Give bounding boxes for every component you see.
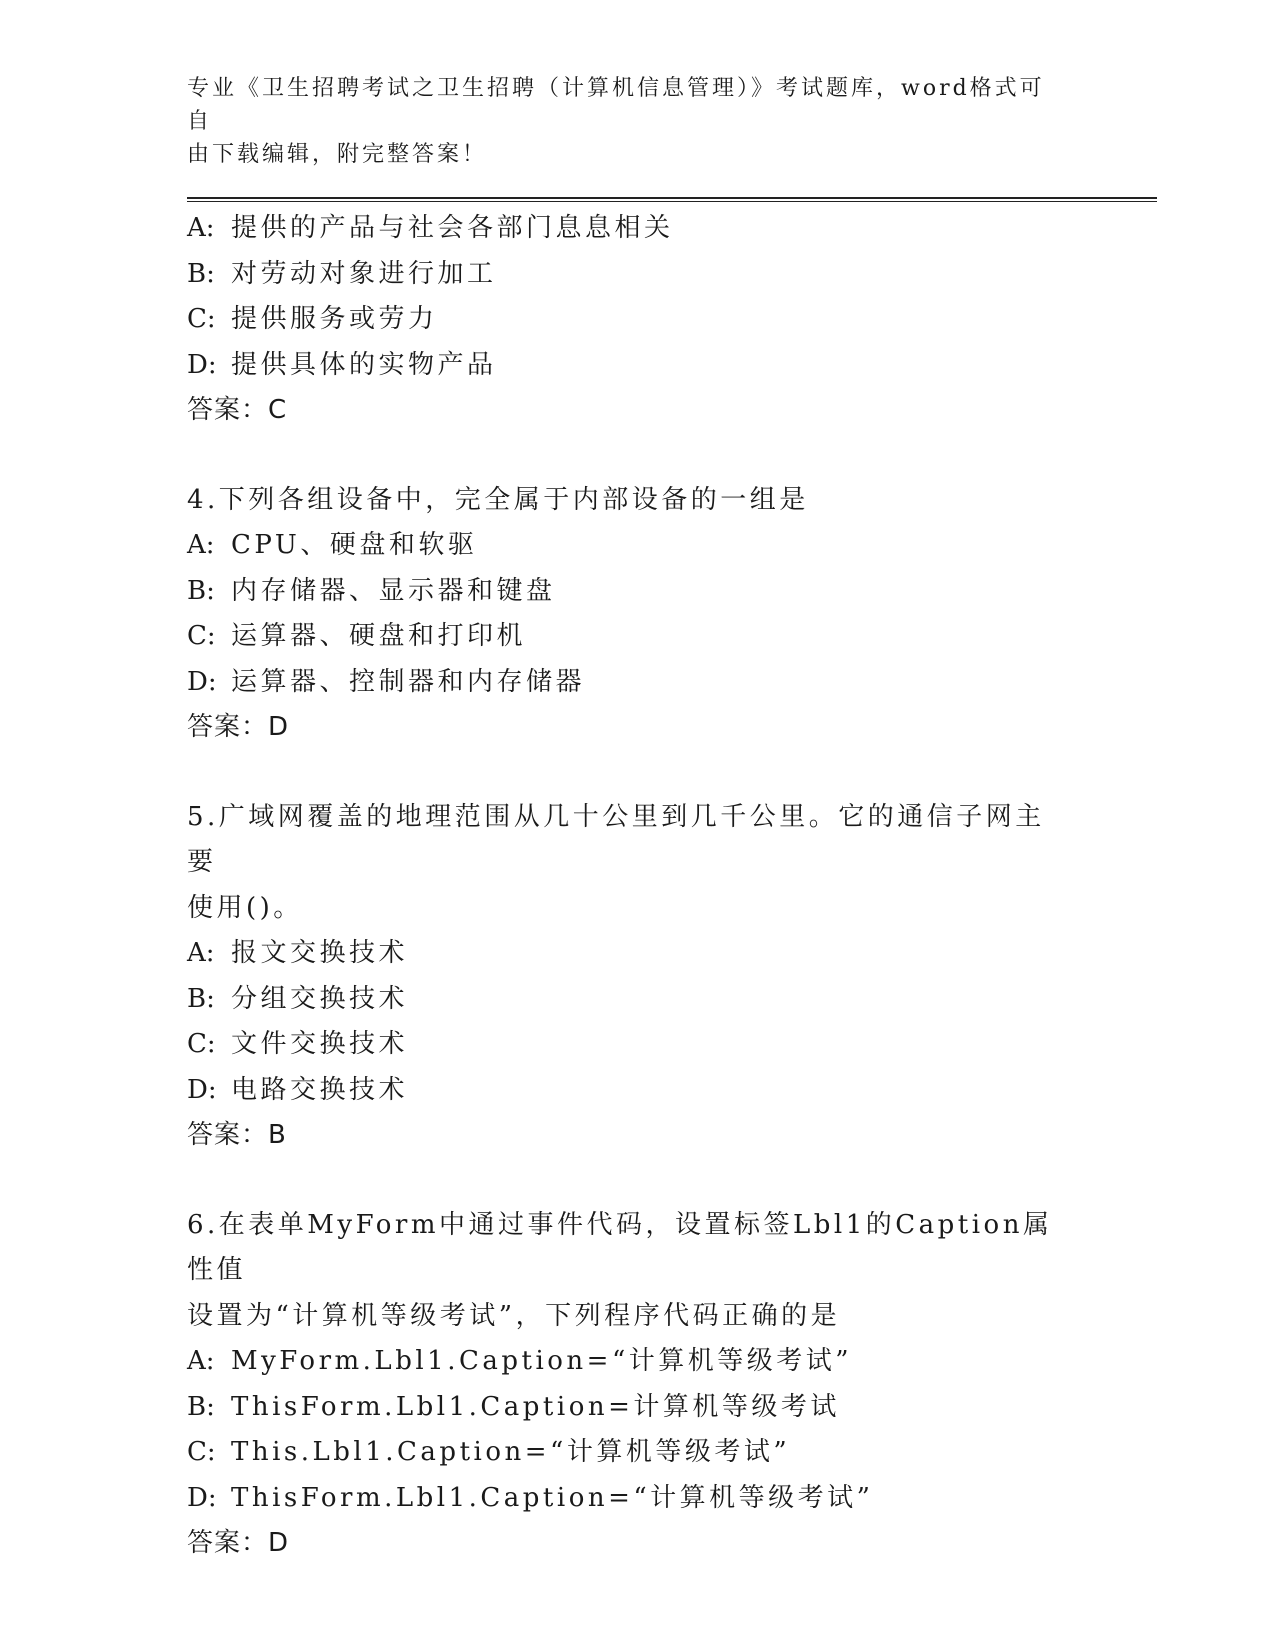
option-text: 报文交换技术 [231,938,409,968]
option-letter: D: [187,349,217,380]
question-5 [187,795,1147,1159]
question-stem-line-1: 5.广域网覆盖的地理范围从几十公里到几千公里。它的通信子网主要 [187,801,1045,877]
option-letter: A: [187,530,215,560]
option-text: MyForm.Lbl1.Caption=“计算机等级考试” [231,1346,853,1376]
option-text: CPU、硬盘和软驱 [231,530,478,560]
option-letter: D: [187,666,217,697]
option-d [187,343,1147,389]
document-page [187,72,1147,1567]
option-b [187,977,1147,1023]
option-letter: D: [187,1482,217,1513]
option-text: 分组交换技术 [231,983,409,1014]
option-d [187,1476,1147,1522]
option-text: 运算器、控制器和内存储器 [231,666,586,697]
option-c [187,1022,1147,1068]
header-line-2: 由下载编辑，附完整答案！ [187,142,488,167]
option-letter: C: [187,621,216,651]
option-letter: C: [187,1029,216,1059]
document-header [187,72,1067,171]
question-3-tail [187,206,1147,434]
option-text: 提供服务或劳力 [231,304,438,334]
option-letter: C: [187,304,216,334]
option-text: 提供的产品与社会各部门息息相关 [231,213,674,243]
option-letter: B: [187,1391,215,1422]
option-text: 提供具体的实物产品 [231,349,497,380]
option-text: 文件交换技术 [231,1029,409,1059]
option-text: This.Lbl1.Caption=“计算机等级考试” [231,1437,791,1467]
question-stem: 4.下列各组设备中，完全属于内部设备的一组是 [187,484,809,515]
option-text: ThisForm.Lbl1.Caption=“计算机等级考试” [231,1482,874,1513]
option-text: 对劳动对象进行加工 [231,258,497,289]
question-4 [187,478,1147,751]
option-text: ThisForm.Lbl1.Caption=计算机等级考试 [231,1391,840,1422]
answer-line: 答案：C [187,395,288,425]
option-a [187,931,1147,977]
option-letter: B: [187,983,215,1014]
option-d [187,1068,1147,1114]
option-c [187,297,1147,343]
option-text: 运算器、硬盘和打印机 [231,621,527,651]
question-stem [187,795,1067,932]
question-stem-line-1: 6.在表单MyForm中通过事件代码，设置标签Lbl1的Caption属性值 [187,1209,1053,1285]
option-letter: B: [187,258,215,289]
answer-line: 答案：D [187,1528,290,1558]
header-line-1: 专业《卫生招聘考试之卫生招聘（计算机信息管理）》考试题库，word格式可自 [187,76,1045,134]
option-c [187,1430,1147,1476]
header-divider [187,197,1157,202]
option-letter: D: [187,1074,217,1105]
option-c [187,614,1147,660]
answer-line: 答案：D [187,712,290,742]
option-b [187,252,1147,298]
option-a [187,206,1147,252]
question-stem-line-2: 使用()。 [187,892,303,923]
option-a [187,1339,1147,1385]
option-letter: B: [187,575,215,606]
answer-line: 答案：B [187,1120,287,1150]
question-6 [187,1203,1147,1567]
option-letter: A: [187,938,215,968]
option-a [187,523,1147,569]
question-stem-line-2: 设置为“计算机等级考试”，下列程序代码正确的是 [187,1300,841,1331]
option-letter: A: [187,213,215,243]
option-b [187,569,1147,615]
option-b [187,1385,1147,1431]
question-stem [187,1203,1067,1340]
option-text: 电路交换技术 [231,1074,409,1105]
option-letter: C: [187,1437,216,1467]
option-letter: A: [187,1346,215,1376]
option-d [187,660,1147,706]
option-text: 内存储器、显示器和键盘 [231,575,556,606]
